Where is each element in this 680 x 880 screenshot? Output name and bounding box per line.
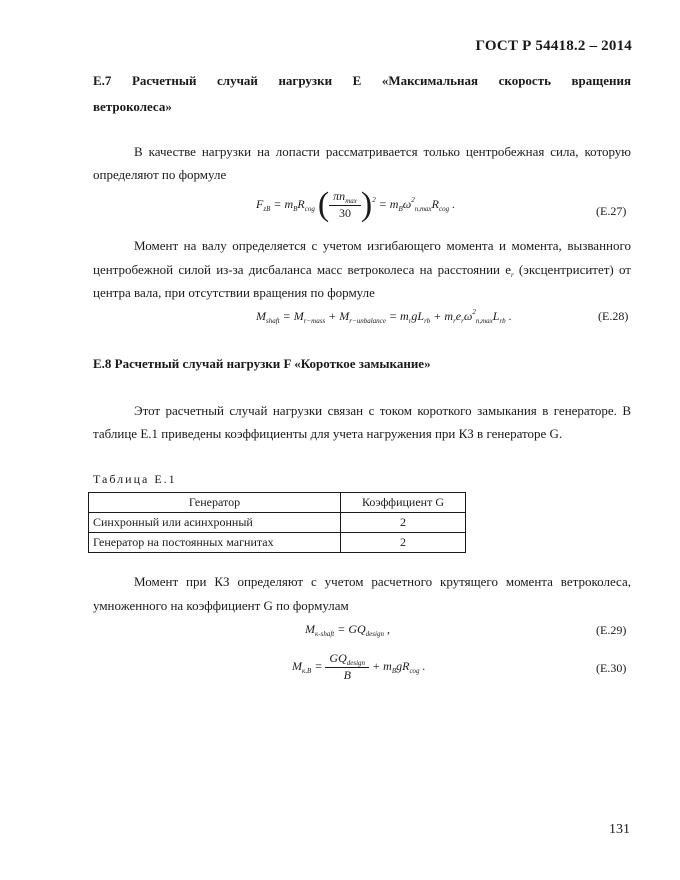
e8-paragraph-line2: таблице Е.1 приведены коэффициенты для учета нагружения при КЗ в генераторе G. — [93, 426, 563, 441]
table-row — [89, 533, 466, 553]
closing-paragraph-line1: Момент при КЗ определяют с учетом расчетного крутящего момента ветроколеса, — [134, 574, 631, 589]
e7-paragraph1-line1: В качестве нагрузки на лопасти рассматривается только центробежная сила, которую — [134, 144, 631, 159]
document-code: ГОСТ Р 54418.2 – 2014 — [475, 38, 632, 54]
e7-paragraph2-line2-tail: (эксцентриситет) от — [513, 262, 631, 277]
equation-number-e29: (Е.29) — [596, 623, 627, 637]
equation-number-e28: (Е.28) — [598, 309, 629, 323]
table-cell-generator: Синхронный или асинхронный — [89, 513, 341, 533]
table-header-row — [89, 493, 466, 513]
table-caption: Таблица Е.1 — [93, 472, 177, 486]
e7-paragraph1-line2: определяют по формуле — [93, 167, 227, 182]
section-e7-title-line2: ветроколеса» — [93, 99, 172, 114]
page-number: 131 — [609, 822, 630, 837]
equation-number-e30: (Е.30) — [596, 661, 627, 675]
equation-e28: $M_{shaft} = M_{r-mass} + M_{r-unbalance} = m_rgL_{rb} + m_re_r\omega^2_{n,max}L_{rb}$ . — [256, 308, 512, 325]
table-header-coefficient: Коэффициент G — [341, 493, 466, 513]
closing-paragraph-line2: умноженного на коэффициент G по формулам — [93, 598, 349, 613]
e7-paragraph2-line3: центра вала, при отсутствии вращения по формуле — [93, 285, 375, 300]
table-header-generator: Генератор — [89, 493, 341, 513]
e7-paragraph2-line2-text: центробежной силой из-за дисбаланса масс ветроколеса на расстоянии e — [93, 262, 511, 277]
equation-e27: $F_{zB} = m_BR_{cog}$ ( $\frac{\pi n_{max}}{30}$ )$^2 = m_B\omega^2_{n,max}R_{cog}$ . — [256, 186, 456, 223]
table-cell-coefficient: 2 — [341, 533, 466, 553]
equation-number-e27: (Е.27) — [596, 204, 627, 218]
table-row — [89, 513, 466, 533]
table-cell-coefficient: 2 — [341, 513, 466, 533]
section-e8-title: Е.8 Расчетный случай нагрузки F «Короткое замыкание» — [93, 356, 431, 371]
e8-paragraph-line1: Этот расчетный случай нагрузки связан с током короткого замыкания в генераторе. В — [134, 403, 631, 418]
equation-e29: $M_{к-shaft} = GQ_{design}$ , — [305, 622, 390, 638]
e7-paragraph2-line1: Момент на валу определяется с учетом изгибающего момента и момента, вызванного — [134, 238, 631, 253]
generator-coefficient-table — [88, 492, 466, 553]
section-e7-title-line1: Е.7 Расчетный случай нагрузки E «Максимальная скорость вращения — [93, 73, 631, 88]
table-cell-generator: Генератор на постоянных магнитах — [89, 533, 341, 553]
eccentricity-subscript: r — [510, 271, 514, 279]
equation-e30: $M_{к,B}$ = $\frac{GQ_{design}}{B}$ + $m_BgR_{cog}$ . — [292, 651, 426, 682]
